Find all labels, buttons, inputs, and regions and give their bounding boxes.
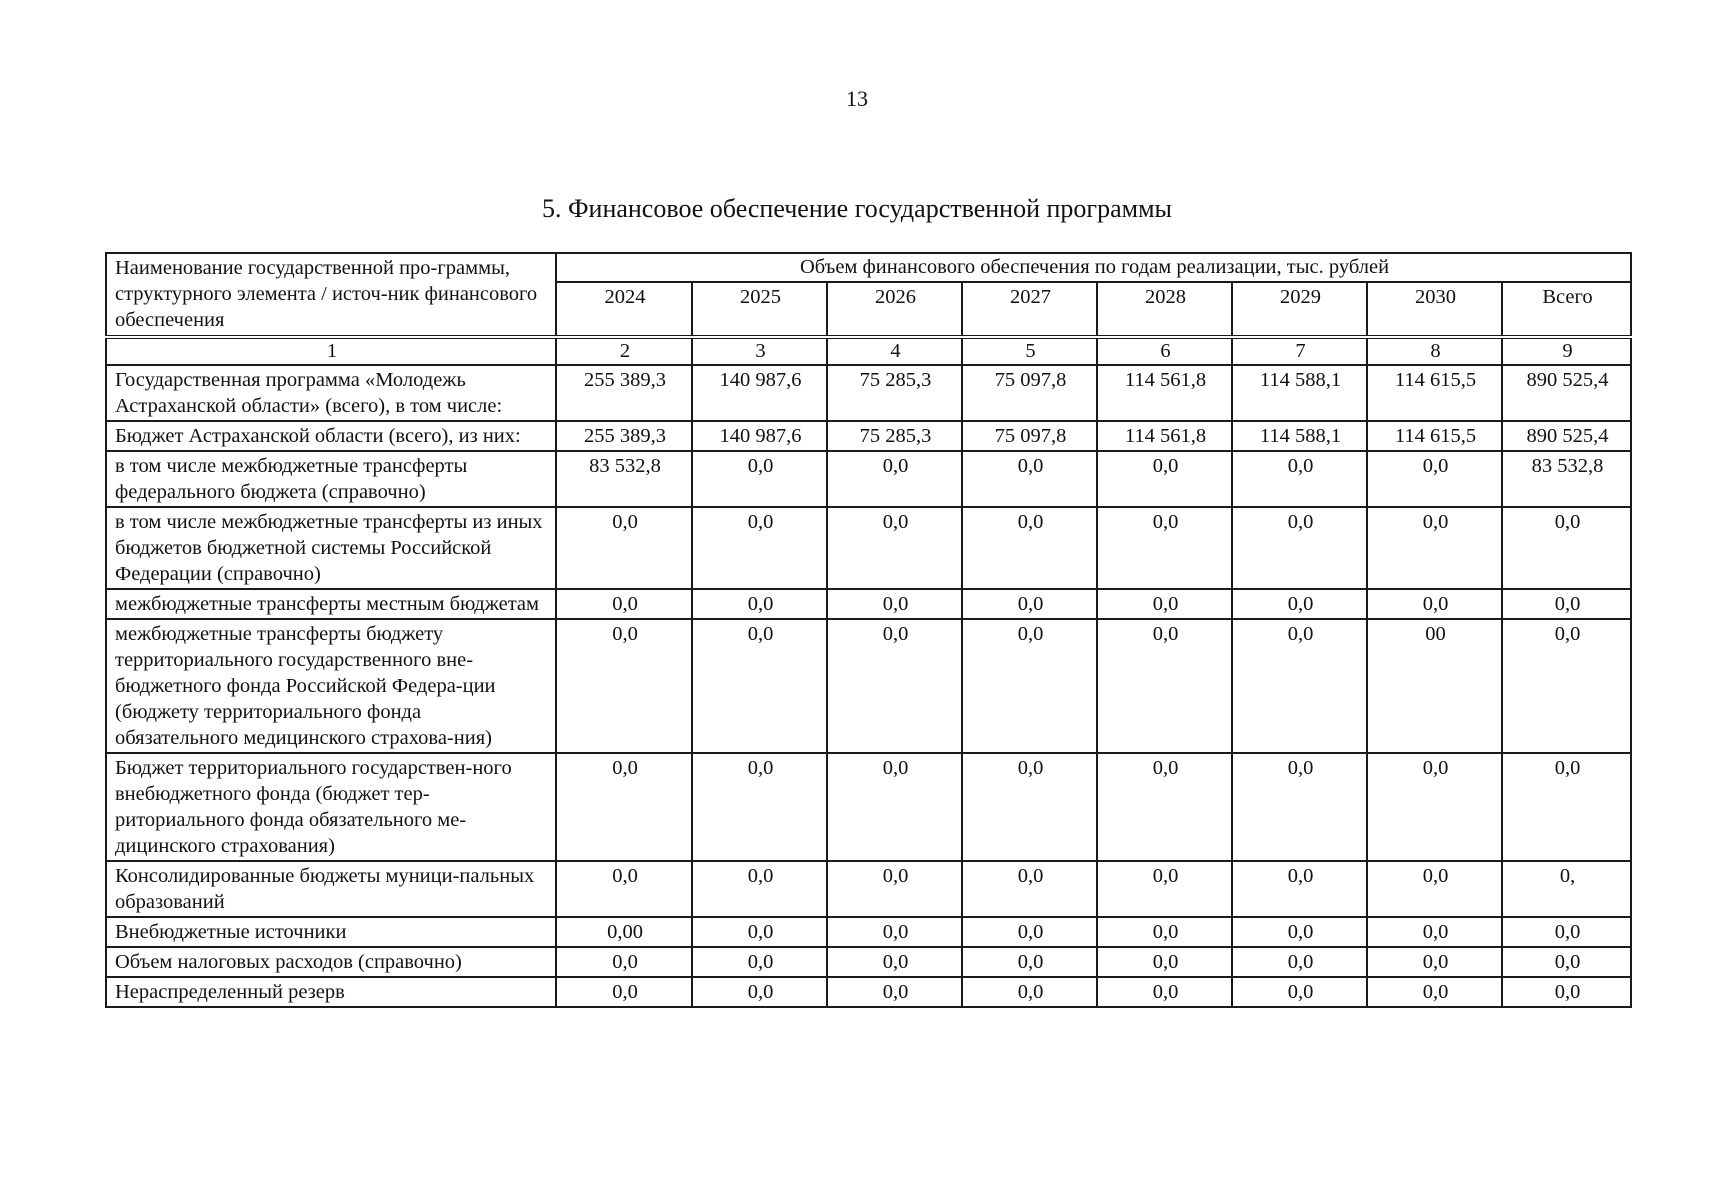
value-cell: 0,0 (1097, 753, 1232, 861)
value-cell: 890 525,4 (1502, 421, 1631, 451)
value-cell: 0,0 (1232, 753, 1367, 861)
value-cell: 0,0 (1097, 917, 1232, 947)
value-cell: 0,0 (692, 753, 827, 861)
financing-table (105, 252, 1632, 1008)
table-row (106, 589, 1631, 619)
table-row (106, 421, 1631, 451)
value-cell: 0,0 (962, 917, 1097, 947)
value-cell: 0,0 (827, 977, 962, 1007)
column-numbers-row (106, 337, 1631, 365)
value-cell: 0,0 (692, 507, 827, 589)
value-cell: 0,0 (1097, 589, 1232, 619)
value-cell: 0,0 (962, 589, 1097, 619)
value-cell: 0,0 (1232, 977, 1367, 1007)
row-name-cell: Нераспределенный резерв (106, 977, 556, 1007)
value-cell: 0,0 (556, 977, 692, 1007)
value-cell: 83 532,8 (1502, 451, 1631, 507)
value-cell: 0,0 (556, 861, 692, 917)
table-row (106, 365, 1631, 421)
column-number: 6 (1097, 337, 1232, 365)
value-cell: 114 561,8 (1097, 365, 1232, 421)
value-cell: 0,0 (1097, 619, 1232, 753)
value-cell: 0,0 (692, 861, 827, 917)
value-cell: 255 389,3 (556, 421, 692, 451)
value-cell: 0,0 (1232, 861, 1367, 917)
value-cell: 0,0 (1097, 507, 1232, 589)
value-cell: 114 615,5 (1367, 421, 1502, 451)
header-financing-span: Объем финансового обеспечения по годам реализации, тыс. рублей (556, 253, 1631, 282)
value-cell: 0,0 (1502, 753, 1631, 861)
page-number: 13 (846, 86, 868, 111)
value-cell: 0,0 (827, 947, 962, 977)
value-cell: 0,0 (1367, 977, 1502, 1007)
value-cell: 0,0 (1367, 917, 1502, 947)
value-cell: 0,0 (1232, 451, 1367, 507)
value-cell: 0,0 (692, 977, 827, 1007)
row-name-cell: в том числе межбюджетные трансферты федерального бюджета (справочно) (106, 451, 556, 507)
value-cell: 0,0 (556, 589, 692, 619)
value-cell: 0,0 (692, 451, 827, 507)
value-cell: 0,0 (1502, 619, 1631, 753)
value-cell: 0,0 (827, 861, 962, 917)
header-year: 2024 (556, 282, 692, 337)
value-cell: 0,0 (1097, 861, 1232, 917)
value-cell: 114 588,1 (1232, 365, 1367, 421)
table-row (106, 619, 1631, 753)
value-cell: 890 525,4 (1502, 365, 1631, 421)
value-cell: 0,0 (1502, 917, 1631, 947)
column-number: 7 (1232, 337, 1367, 365)
value-cell: 0,0 (1367, 947, 1502, 977)
row-name-cell: Внебюджетные источники (106, 917, 556, 947)
value-cell: 0,0 (827, 917, 962, 947)
value-cell: 0,0 (692, 589, 827, 619)
column-number: 3 (692, 337, 827, 365)
value-cell: 0,0 (1502, 947, 1631, 977)
value-cell: 0,0 (556, 507, 692, 589)
value-cell: 0,0 (827, 451, 962, 507)
row-name-cell: Государственная программа «Молодежь Астраханской области» (всего), в том числе: (106, 365, 556, 421)
header-year: 2028 (1097, 282, 1232, 337)
value-cell: 0,0 (1232, 507, 1367, 589)
value-cell: 00 (1367, 619, 1502, 753)
value-cell: 0,0 (962, 861, 1097, 917)
value-cell: 0,00 (556, 917, 692, 947)
row-name-cell: Бюджет территориального государствен-ного внебюджетного фонда (бюджет тер-риториального фонда обязательного ме-дицинского страхования) (106, 753, 556, 861)
value-cell: 0,0 (556, 753, 692, 861)
document-title: 5. Финансовое обеспечение государственной программы (541, 194, 1173, 223)
value-cell: 0,0 (1232, 947, 1367, 977)
header-total: Всего (1502, 282, 1631, 337)
table-row (106, 861, 1631, 917)
value-cell: 0,0 (1367, 451, 1502, 507)
value-cell: 75 285,3 (827, 421, 962, 451)
header-year: 2030 (1367, 282, 1502, 337)
value-cell: 0,0 (556, 619, 692, 753)
column-number: 5 (962, 337, 1097, 365)
value-cell: 0, (1502, 861, 1631, 917)
value-cell: 0,0 (1097, 947, 1232, 977)
header-year: 2026 (827, 282, 962, 337)
value-cell: 83 532,8 (556, 451, 692, 507)
value-cell: 0,0 (1502, 977, 1631, 1007)
value-cell: 0,0 (827, 507, 962, 589)
value-cell: 0,0 (1232, 917, 1367, 947)
value-cell: 0,0 (962, 977, 1097, 1007)
value-cell: 0,0 (1367, 753, 1502, 861)
column-number: 1 (106, 337, 556, 365)
header-name-cell: Наименование государственной про-граммы, структурного элемента / источ-ник финансового обеспечения (106, 253, 556, 337)
row-name-cell: межбюджетные трансферты местным бюджетам (106, 589, 556, 619)
row-name-cell: Консолидированные бюджеты муници-пальных образований (106, 861, 556, 917)
value-cell: 0,0 (827, 589, 962, 619)
value-cell: 0,0 (1097, 977, 1232, 1007)
value-cell: 0,0 (962, 507, 1097, 589)
value-cell: 0,0 (1232, 589, 1367, 619)
value-cell: 114 615,5 (1367, 365, 1502, 421)
table-row (106, 451, 1631, 507)
header-year: 2029 (1232, 282, 1367, 337)
table-row (106, 947, 1631, 977)
value-cell: 0,0 (962, 619, 1097, 753)
row-name-cell: Бюджет Астраханской области (всего), из них: (106, 421, 556, 451)
value-cell: 0,0 (692, 917, 827, 947)
table-row (106, 753, 1631, 861)
value-cell: 75 097,8 (962, 421, 1097, 451)
value-cell: 255 389,3 (556, 365, 692, 421)
value-cell: 0,0 (1232, 619, 1367, 753)
column-number: 8 (1367, 337, 1502, 365)
value-cell: 0,0 (962, 947, 1097, 977)
value-cell: 0,0 (962, 451, 1097, 507)
column-number: 4 (827, 337, 962, 365)
value-cell: 0,0 (692, 619, 827, 753)
value-cell: 0,0 (1367, 589, 1502, 619)
row-name-cell: межбюджетные трансферты бюджету территориального государственного вне-бюджетного фонда Российской Федера-ции (бюджету территориального фонда обязательного медицинского страхова-ния) (106, 619, 556, 753)
column-number: 9 (1502, 337, 1631, 365)
table-row (106, 977, 1631, 1007)
value-cell: 75 097,8 (962, 365, 1097, 421)
value-cell: 140 987,6 (692, 421, 827, 451)
table-row (106, 507, 1631, 589)
row-name-cell: Объем налоговых расходов (справочно) (106, 947, 556, 977)
header-year: 2027 (962, 282, 1097, 337)
value-cell: 0,0 (1502, 589, 1631, 619)
value-cell: 140 987,6 (692, 365, 827, 421)
value-cell: 0,0 (1097, 451, 1232, 507)
value-cell: 0,0 (827, 753, 962, 861)
value-cell: 75 285,3 (827, 365, 962, 421)
column-number: 2 (556, 337, 692, 365)
value-cell: 0,0 (962, 753, 1097, 861)
row-name-cell: в том числе межбюджетные трансферты из иных бюджетов бюджетной системы Российской Федерации (справочно) (106, 507, 556, 589)
value-cell: 114 588,1 (1232, 421, 1367, 451)
value-cell: 0,0 (1502, 507, 1631, 589)
table-row (106, 917, 1631, 947)
value-cell: 0,0 (1367, 861, 1502, 917)
value-cell: 0,0 (827, 619, 962, 753)
header-year: 2025 (692, 282, 827, 337)
value-cell: 0,0 (692, 947, 827, 977)
value-cell: 0,0 (1367, 507, 1502, 589)
value-cell: 0,0 (556, 947, 692, 977)
value-cell: 114 561,8 (1097, 421, 1232, 451)
